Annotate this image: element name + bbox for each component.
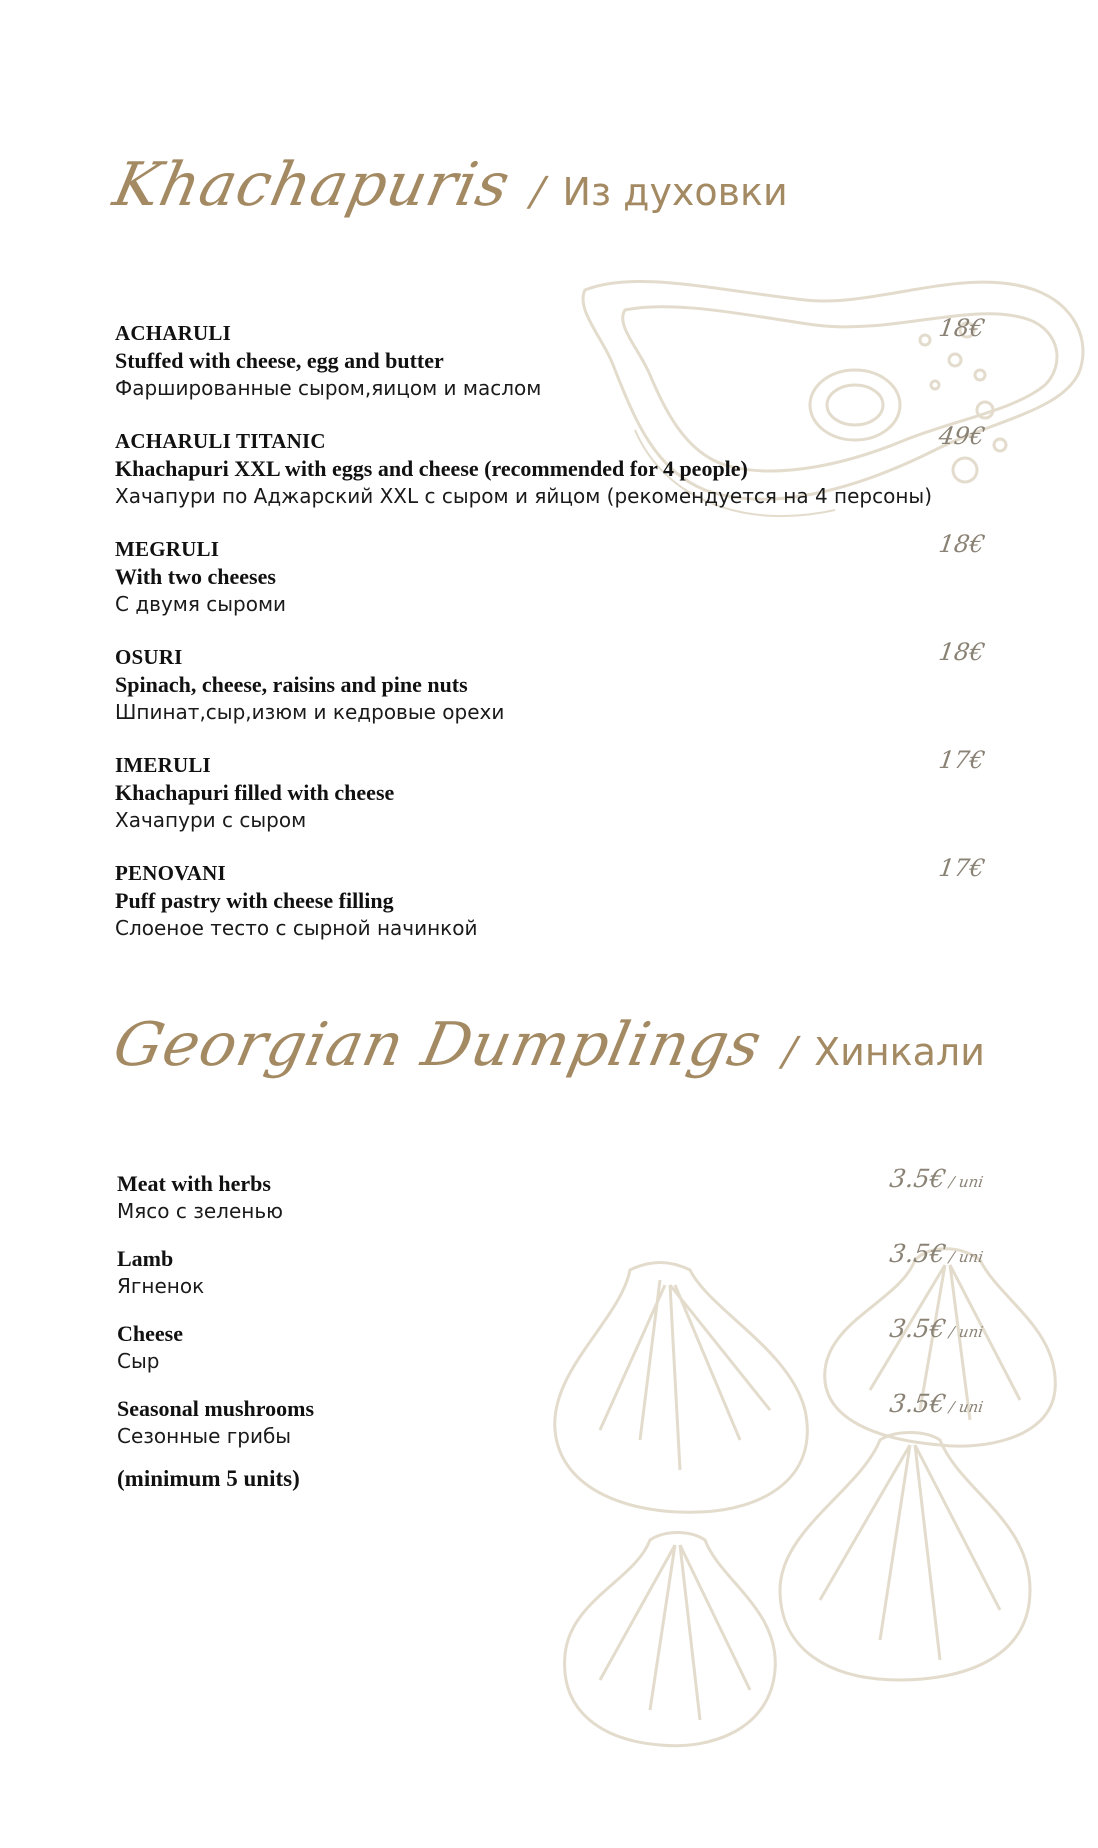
title-slash: /	[524, 169, 551, 215]
item-name: MEGRULI	[115, 537, 220, 561]
item-description-ru: Мясо с зеленью	[117, 1199, 283, 1223]
item-description-ru: Хачапури с сыром	[115, 808, 307, 832]
section-title-script: Khachapuris	[107, 150, 517, 220]
menu-item	[115, 746, 987, 834]
price-value: 3.5€	[887, 1239, 948, 1268]
item-description-en: Seasonal mushrooms	[117, 1396, 315, 1421]
item-price	[888, 1389, 986, 1418]
item-price: 17€	[937, 746, 987, 774]
item-description-en: Spinach, cheese, raisins and pine nuts	[115, 672, 468, 697]
price-unit: / uni	[947, 1248, 985, 1266]
item-description-ru: Шпинат,сыр,изюм и кедровые орехи	[115, 700, 505, 724]
item-name: ACHARULI	[115, 321, 231, 345]
menu-item	[115, 530, 987, 618]
item-price	[888, 1164, 986, 1193]
price-unit: / uni	[947, 1398, 985, 1416]
item-description-ru: С двумя сыроми	[115, 592, 287, 616]
item-price: 18€	[937, 530, 987, 558]
section-title-ru: Из духовки	[562, 170, 788, 214]
item-description-en: Puff pastry with cheese filling	[115, 888, 394, 913]
item-description-ru: Слоеное тесто с сырной начинкой	[115, 916, 478, 940]
item-description-ru: Хачапури по Аджарский XXL с сыром и яйцом (рекомендуется на 4 персоны)	[115, 484, 933, 508]
item-price: 17€	[937, 854, 987, 882]
menu-item	[115, 422, 987, 510]
menu-item	[117, 1314, 987, 1375]
price-value: 3.5€	[887, 1164, 948, 1193]
item-price	[888, 1239, 986, 1268]
section-title-khachapuris	[107, 150, 788, 220]
menu-item	[115, 314, 987, 402]
section-title-ru: Хинкали	[814, 1030, 985, 1074]
minimum-order-note: (minimum 5 units)	[117, 1466, 300, 1491]
item-description-en: Meat with herbs	[117, 1171, 271, 1196]
item-name: IMERULI	[115, 753, 211, 777]
title-slash: /	[776, 1029, 803, 1075]
item-name: ACHARULI TITANIC	[115, 429, 326, 453]
menu-item	[117, 1239, 987, 1300]
item-price: 18€	[937, 638, 987, 666]
item-price: 18€	[937, 314, 987, 342]
price-value: 3.5€	[887, 1389, 948, 1418]
item-name: PENOVANI	[115, 861, 226, 885]
item-description-ru: Фаршированные сыром,яицом и маслом	[115, 376, 542, 400]
menu-item	[117, 1164, 987, 1225]
item-name: OSURI	[115, 645, 183, 669]
item-price: 49€	[937, 422, 987, 450]
item-description-ru: Сыр	[117, 1349, 160, 1373]
item-description-ru: Ягненок	[117, 1274, 205, 1298]
section-title-script: Georgian Dumplings	[107, 1010, 769, 1080]
price-unit: / uni	[947, 1323, 985, 1341]
item-description-en: Khachapuri filled with cheese	[115, 780, 395, 805]
item-description-en: Khachapuri XXL with eggs and cheese (recommended for 4 people)	[115, 456, 748, 481]
item-description-en: Stuffed with cheese, egg and butter	[115, 348, 444, 373]
price-unit: / uni	[947, 1173, 985, 1191]
item-price	[888, 1314, 986, 1343]
menu-item	[115, 854, 987, 942]
menu-item	[117, 1389, 987, 1450]
item-description-ru: Сезонные грибы	[117, 1424, 292, 1448]
item-description-en: Cheese	[117, 1321, 183, 1346]
price-value: 3.5€	[887, 1314, 948, 1343]
item-description-en: With two cheeses	[115, 564, 276, 589]
menu-item	[115, 638, 987, 726]
item-description-en: Lamb	[117, 1246, 174, 1271]
section-title-dumplings	[107, 1010, 985, 1080]
